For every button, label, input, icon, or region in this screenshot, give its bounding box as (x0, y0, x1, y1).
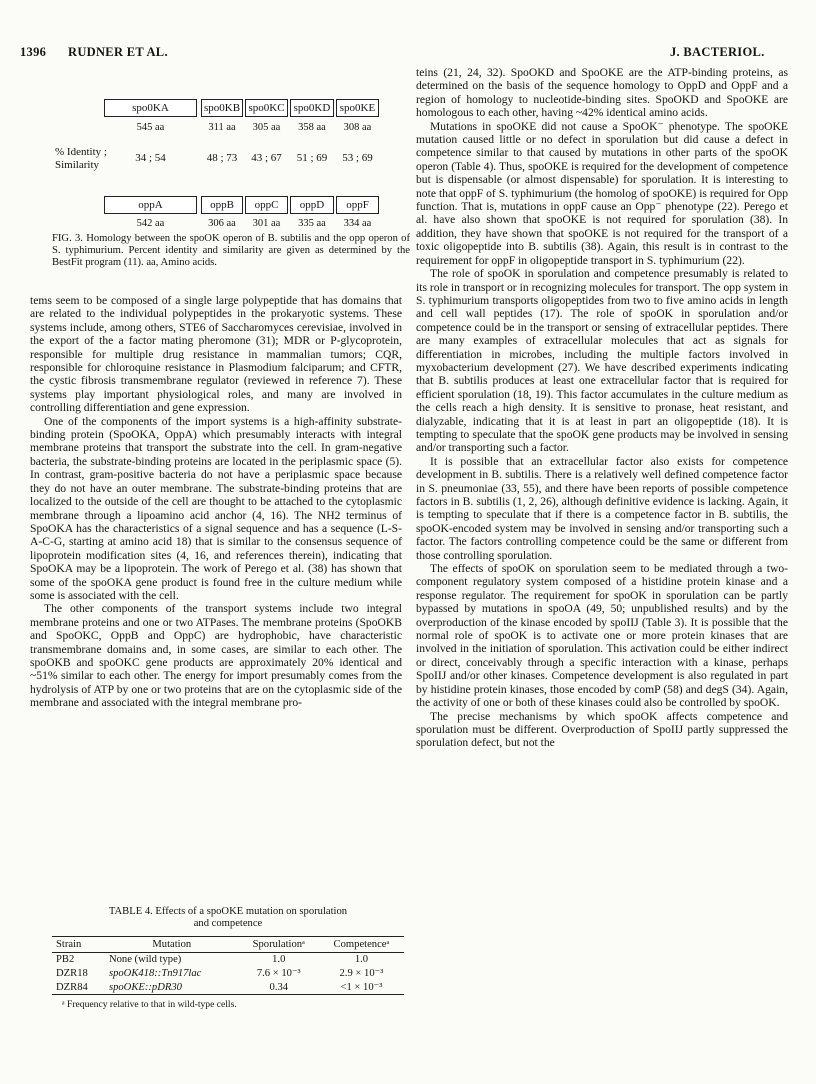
left-column (30, 294, 402, 710)
right-paragraph-1: teins (21, 24, 32). SpoOKD and SpoOKE are the ATP-binding proteins, as determined on the basis of the sequence homology to OppD and OppF and a region of homology to nucleotide-binding sites. SpoOKD and SpoOKE are homologous to each other, having ~42% identical amino acids. (416, 66, 788, 120)
aa-oppD: 335 aa (298, 218, 326, 229)
page-number: 1396 (20, 45, 47, 59)
gene-box-oppC: oppC (245, 196, 288, 214)
cell-strain: PB2 (56, 954, 75, 965)
ident-spo0KE: 53 ; 69 (342, 152, 373, 164)
table-footnote: ᵃ Frequency relative to that in wild-type cells. (62, 999, 237, 1010)
right-paragraph-5: The effects of spoOK on sporulation seem to be mediated through a two-component regulatory system composed of a histidine protein kinase and a response regulator. The requirement for spoOK in sporulation can be partly bypassed by mutations in spoOA (49, 50; unpublished results) and by the overproduction of the kinase encoded by spoIIJ (Table 3). It is possible that the normal role of spoOK is to activate one or more protein kinases that are involved in the initiation of sporulation. This activation could be either indirect or direct, conceivably through a specific interaction with a kinase, perhaps SpoIIJ and/or other kinases. Competence development is also regulated in part by histidine protein kinases, those encoded by comP (58) and degS (34). Again, the activity of one or both of these kinases could also be controlled by spoOK. (416, 562, 788, 710)
ident-spo0KA: 34 ; 54 (135, 152, 166, 164)
table-title-line-1: TABLE 4. Effects of a spoOKE mutation on sporulation (108, 906, 348, 917)
running-authors: RUDNER ET AL. (68, 45, 168, 59)
aa-spo0KD: 358 aa (298, 122, 326, 133)
col-header-mutation: Mutation (105, 937, 239, 953)
aa-spo0KA: 545 aa (136, 122, 165, 133)
identity-label: % Identity ; (55, 146, 107, 158)
cell-competence: 2.9 × 10⁻³ (339, 968, 384, 979)
gene-box-spo0KB: spo0KB (201, 99, 243, 117)
gene-box-oppD: oppD (290, 196, 334, 214)
aa-oppF: 334 aa (343, 218, 372, 229)
gene-box-spo0KA: spo0KA (104, 99, 197, 117)
cell-mutation: None (wild type) (108, 954, 182, 965)
left-paragraph-1: tems seem to be composed of a single large polypeptide that has domains that are related to the individual polypeptides in the prokaryotic systems. These systems include, among others, STE6 of Saccharomyces cerevisiae, involved in the export of the a factor mating pheromone (31); MDR or P-glycoprotein, responsible for multiple drug resistance in mammalian tumors; CQR, responsible for chloroquine resistance in Plasmodium falciparum; and CFTR, the cystic fibrosis transmembrane regulator (reviewed in reference 7). These systems play important physiological roles, and many are involved in controlling differentiation and gene expression. (30, 294, 402, 415)
cell-sporulation: 0.34 (269, 981, 289, 993)
right-paragraph-2: Mutations in spoOKE did not cause a SpoOK⁻ phenotype. The spoOKE mutation caused little or no defect in sporulation but did cause a defect in competence similar to that caused by mutations in other parts of the spoOK operon (Table 4). Thus, spoOKE is required for the development of competence but is dispensable (or almost dispensable) for sporulation. It is interesting to note that oppF of S. typhimurium (the homolog of spoOKE) is required for Opp function. That is, mutations in oppF cause an Opp⁻ phenotype (22). Perego et al. have also shown that spoOKE is not required for sporulation (38). In addition, they have shown that spoOKE is not required for the transport of a toxic oligopeptide into B. subtilis (38). Again, this result is in contrast to the requirement for oppF in oligopeptide transport in S. typhimurium (22). (416, 119, 788, 267)
cell-competence: <1 × 10⁻³ (340, 982, 383, 993)
aa-spo0KE: 308 aa (343, 122, 372, 133)
ident-spo0KB: 48 ; 73 (206, 152, 238, 164)
gene-box-oppB: oppB (201, 196, 243, 214)
gene-box-oppA: oppA (104, 196, 197, 214)
cell-mutation: spoOK418::Tn917lac (108, 967, 202, 979)
gene-box-oppF: oppF (336, 196, 379, 214)
col-header-sporulation: Sporulationᵃ (239, 937, 319, 953)
gene-box-spo0KE: spo0KE (336, 99, 379, 117)
cell-sporulation: 1.0 (272, 954, 286, 965)
table-title-line-2: and competence (193, 918, 263, 929)
table-row (52, 980, 404, 995)
gene-box-spo0KC: spo0KC (245, 99, 288, 117)
right-paragraph-4: It is possible that an extracellular factor also exists for competence development in B. subtilis. There is a relatively well defined competence factor in S. pneumoniae (33, 55), and there have been reports of possible competence factors in B. subtilis (1, 2, 26), although definitive evidence is lacking. Again, it is tempting to speculate that if there is a competence factor in B. subtilis, the spoOK-encoded system may be involved in sensing and/or transporting such a factor. The factors controlling competence could be the same or different from those controlling sporulation. (416, 454, 788, 562)
right-paragraph-3: The role of spoOK in sporulation and competence presumably is related to its role in transport or in recognizing molecules for transport. The opp system in S. typhimurium transports oligopeptides from two to five amino acids in length and cell wall peptides (17). The role of spoOK in sporulation and/or competence could be in the transport or sensing of extracellular peptides. There are many examples of extracellular molecules that act as signals for differentiation in microbes, including the multiple factors involved in myxobacterium development (27). We have described experiments indicating that B. subtilis produces at least one extracellular factor that is required for efficient sporulation (18, 19). This factor accumulates in the culture medium as the cells reach a high density. It is sensitive to pronase, heat resistant, and dialyzable, indicating that it is at least in part an oligopeptide (18). It is tempting to speculate that the spoOK gene products may be involved in sensing and/or transporting such a factor. (416, 267, 788, 455)
table-row (52, 966, 404, 980)
cell-sporulation: 7.6 × 10⁻³ (256, 968, 301, 979)
aa-spo0KC: 305 aa (252, 122, 281, 133)
aa-spo0KB: 311 aa (208, 122, 236, 133)
cell-strain: DZR18 (56, 967, 88, 979)
figure-caption: FIG. 3. Homology between the spoOK operon of B. subtilis and the opp operon of S. typhimurium. Percent identity and similarity are given as determined by the BestFit program (11). aa, Amino acids. (52, 233, 410, 269)
similarity-label: Similarity (55, 159, 99, 171)
cell-strain: DZR84 (56, 981, 88, 993)
left-paragraph-3: The other components of the transport systems include two integral membrane proteins and one or two ATPases. The membrane proteins (SpoOKB and SpoOKC, OppB and OppC) are hydrophobic, have characteristic transmembrane domains and, in some cases, are similar to each other. The spoOKB and spoOKC gene products are approximately 20% identical and ~51% similar to each other. The energy for import presumably comes from the hydrolysis of ATP by one or two proteins that are on the cytoplasmic side of the membrane and associated with the integral membrane pro- (30, 602, 402, 710)
journal-name: J. BACTERIOL. (670, 45, 765, 59)
table-header-row (52, 937, 404, 953)
table-4 (52, 906, 404, 1010)
ident-spo0KC: 43 ; 67 (251, 152, 282, 164)
col-header-strain: Strain (52, 937, 105, 953)
ident-spo0KD: 51 ; 69 (296, 152, 328, 164)
cell-mutation: spoOKE::pDR30 (108, 981, 182, 993)
aa-oppB: 306 aa (208, 218, 236, 229)
cell-competence: 1.0 (354, 954, 369, 965)
aa-oppA: 542 aa (136, 218, 165, 229)
gene-box-spo0KD: spo0KD (290, 99, 334, 117)
right-paragraph-6: The precise mechanisms by which spoOK affects competence and sporulation must be different. Overproduction of SpoIIJ partly suppressed the sporulation defect, but not the (416, 709, 788, 750)
table-4-grid (52, 936, 404, 995)
table-row (52, 953, 404, 967)
col-header-competence: Competenceᵃ (319, 937, 404, 953)
left-paragraph-2: One of the components of the import systems is a high-affinity substrate-binding protein (SpoOKA, OppA) which presumably interacts with integral membrane proteins that transport the substrate into the cell. In gram-negative bacteria, the substrate-binding proteins are located in the periplasmic space (5). In contrast, gram-positive bacteria do not have a periplasmic space because they do not have an outer membrane. The substrate-binding proteins that are localized to the outside of the cell are thought to be attached to the cytoplasmic membrane through a lipoamino acid anchor (4, 16). The NH2 terminus of SpoOKA has the characteristics of a signal sequence and has a sequence (L-S-A-C-G, starting at amino acid 18) that is similar to the consensus sequence of lipoprotein modification sites (4, 16, and references therein), indicating that SpoOKA may be a lipoprotein. The work of Perego et al. (38) has shown that some of the spoOKA gene product is found free in the culture medium while some is associated with the cell. (30, 414, 402, 602)
aa-oppC: 301 aa (252, 218, 281, 229)
right-column (416, 66, 788, 750)
